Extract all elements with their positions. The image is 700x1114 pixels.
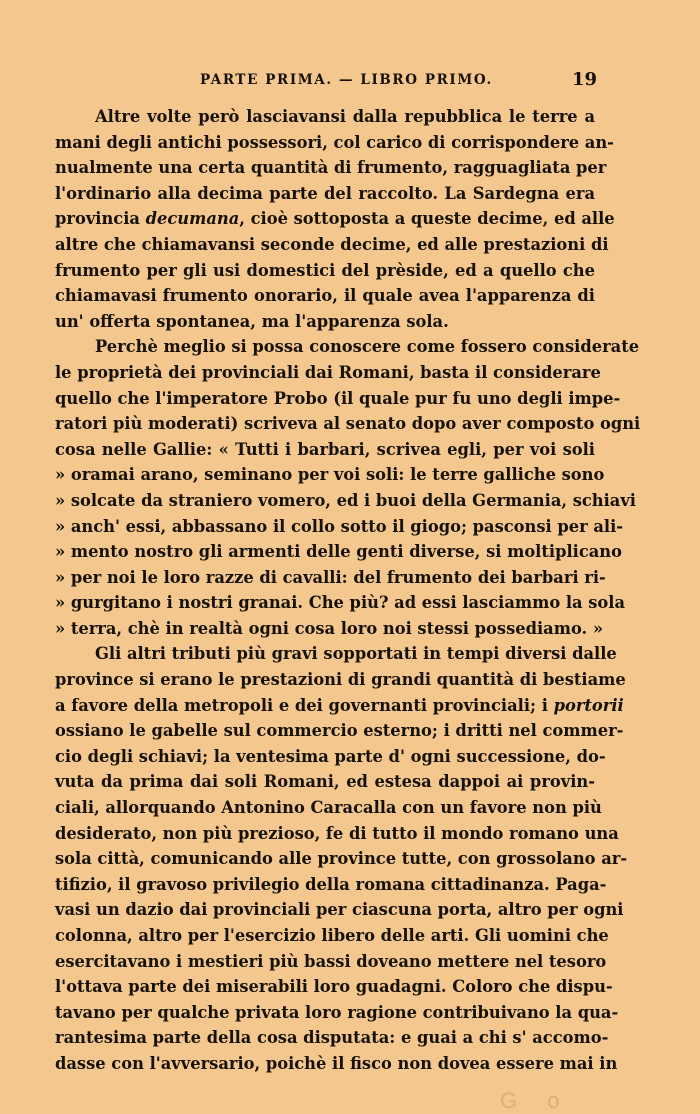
text-line: » mento nostro gli armenti delle genti diverse, si moltiplicano bbox=[55, 542, 622, 562]
text-line: colonna, altro per l'esercizio libero delle arti. Gli uomini che bbox=[55, 926, 609, 945]
text-line: Perchè meglio si possa conoscere come fossero considerate bbox=[95, 337, 640, 357]
text-line: tifizio, il gravoso privilegio della romana cittadinanza. Paga- bbox=[55, 874, 607, 894]
text-line: Gli altri tributi più gravi sopportati in tempi diversi dalle bbox=[95, 644, 617, 664]
text-line: Altre volte però lasciavansi dalla repubblica le terre a bbox=[95, 107, 595, 126]
text-line: a favore della metropoli e dei governanti provinciali; i portorii bbox=[55, 695, 624, 715]
text-line: » anch' essi, abbassano il collo sotto il giogo; pasconsi per ali- bbox=[55, 516, 624, 536]
text-line: l'ordinario alla decima parte del raccolto. La Sardegna era bbox=[55, 183, 595, 203]
text-line: l'ottava parte dei miserabili loro guadagni. Coloro che dispu- bbox=[55, 977, 613, 997]
text-line: chiamavasi frumento onorario, il quale avea l'apparenza di bbox=[55, 286, 595, 306]
text-line: dasse con l'avversario, poichè il fisco non dovea essere mai in bbox=[55, 1053, 618, 1073]
text-line: » gurgitano i nostri granai. Che più? ad essi lasciammo la sola bbox=[55, 593, 626, 613]
text-line: tavano per qualche privata loro ragione contribuivano la qua- bbox=[55, 1002, 619, 1022]
text-line: cosa nelle Gallie: « Tutti i barbari, scrivea egli, per voi soli bbox=[55, 439, 595, 459]
running-header bbox=[0, 69, 700, 94]
text-line: ciali, allorquando Antonino Caracalla con un favore non più bbox=[55, 798, 602, 818]
text-line: desiderato, non più prezioso, fe di tutto il mondo romano una bbox=[55, 823, 619, 843]
text-line: rantesima parte della cosa disputata: e guai a chi s' accomo- bbox=[55, 1028, 609, 1048]
text-line: ratori più moderati) scriveva al senato dopo aver composto ogni bbox=[55, 414, 641, 434]
text-line: altre che chiamavansi seconde decime, ed alle prestazioni di bbox=[55, 234, 609, 254]
text-line: » terra, chè in realtà ogni cosa loro noi stessi possediamo. » bbox=[55, 618, 604, 638]
text-line: un' offerta spontanea, ma l'apparenza sola. bbox=[55, 311, 449, 331]
text-line: » per noi le loro razze di cavalli: del frumento dei barbari ri- bbox=[55, 567, 606, 587]
text-line: sola città, comunicando alle province tutte, con grossolano ar- bbox=[55, 849, 628, 869]
text-line: nualmente una certa quantità di frumento, ragguagliata per bbox=[55, 158, 607, 178]
scan-watermark: G o bbox=[500, 1088, 572, 1113]
text-line: ossiano le gabelle sul commercio esterno; i dritti nel commer- bbox=[55, 721, 624, 741]
text-line: quello che l'imperatore Probo (il quale pur fu uno degli impe- bbox=[55, 388, 621, 408]
text-line: le proprietà dei provinciali dai Romani, basta il considerare bbox=[55, 362, 601, 382]
text-line: » solcate da straniero vomero, ed i buoi della Germania, schiavi bbox=[55, 490, 636, 510]
text-line: mani degli antichi possessori, col carico di corrispondere an- bbox=[55, 132, 614, 152]
text-line: » oramai arano, seminano per voi soli: le terre galliche sono bbox=[55, 465, 605, 485]
text-line: province si erano le prestazioni di grandi quantità di bestiame bbox=[55, 670, 626, 690]
text-line: vasi un dazio dai provinciali per ciascuna porta, altro per ogni bbox=[55, 900, 624, 920]
text-line: esercitavano i mestieri più bassi doveano mettere nel tesoro bbox=[55, 951, 607, 971]
text-line: cio degli schiavi; la ventesima parte d' ogni successione, do- bbox=[55, 746, 606, 766]
text-line: frumento per gli usi domestici del prèside, ed a quello che bbox=[55, 260, 595, 280]
text-line: provincia decumana, cioè sottoposta a queste decime, ed alle bbox=[55, 209, 615, 229]
text-line: vuta da prima dai soli Romani, ed estesa dappoi ai provin- bbox=[55, 772, 595, 792]
page-number: 19 bbox=[572, 69, 598, 90]
body-text bbox=[55, 104, 641, 1077]
running-head-title: PARTE PRIMA. — LIBRO PRIMO. bbox=[200, 72, 493, 88]
